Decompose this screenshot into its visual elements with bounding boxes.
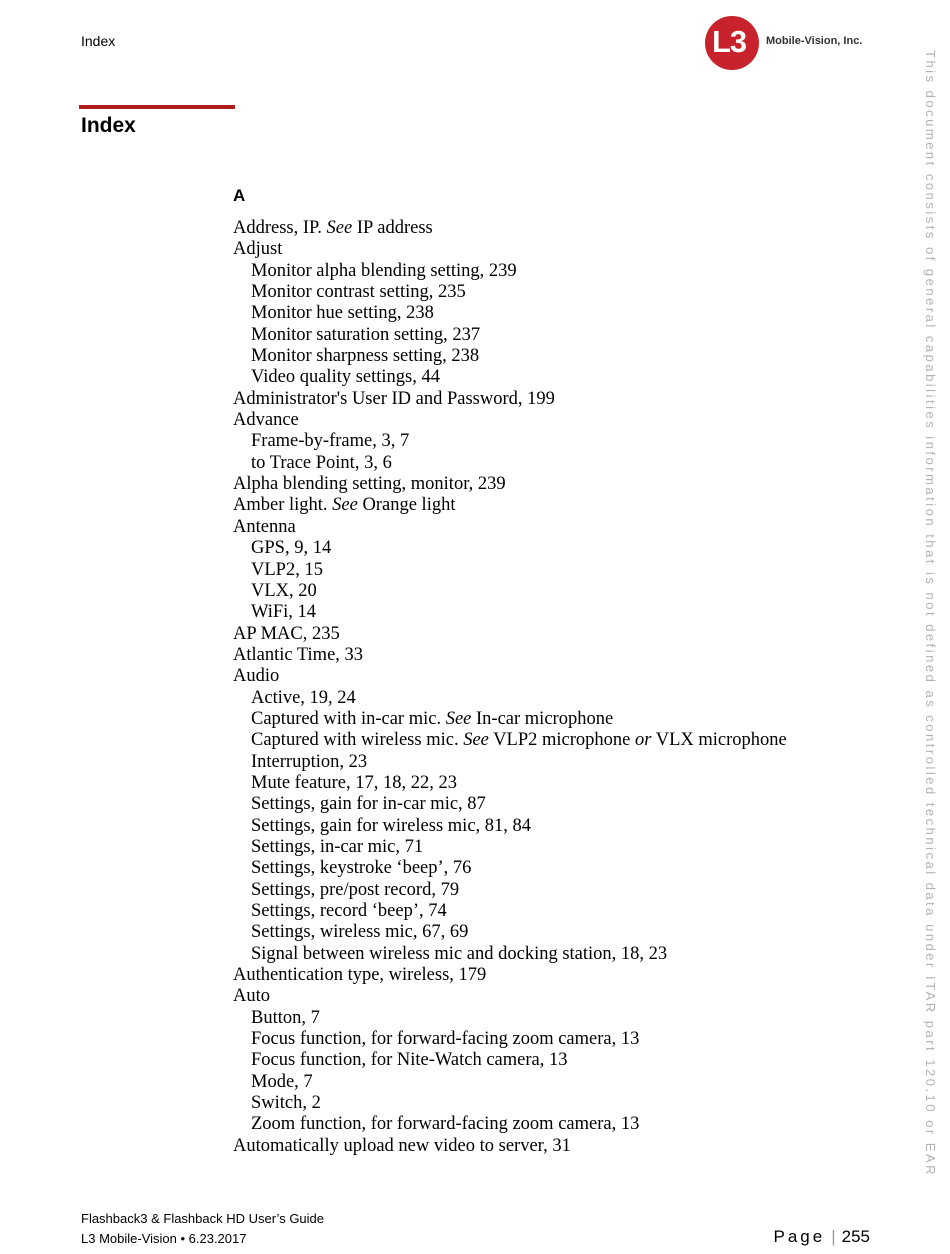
index-entry-crossref: See	[463, 730, 489, 751]
index-entry-text: Monitor saturation setting, 237	[251, 324, 481, 345]
header-section-label: Index	[81, 33, 116, 49]
index-entry-text: Administrator's User ID and Password, 199	[233, 388, 555, 409]
index-entry-text: Monitor hue setting, 238	[251, 303, 434, 324]
index-subentry	[233, 1072, 873, 1093]
index-entry-text: Switch, 2	[251, 1093, 321, 1114]
index-entry	[233, 239, 873, 260]
index-entries	[233, 218, 873, 1157]
index-subentry	[233, 1029, 873, 1050]
index-entry-text: Zoom function, for forward-facing zoom camera, 13	[251, 1114, 640, 1135]
index-entry-text: Address, IP.	[233, 218, 327, 238]
index-subentry	[233, 944, 873, 965]
index-entry-text: Automatically upload new video to server, 31	[233, 1135, 571, 1156]
index-entry-text: Settings, keystroke ‘beep’, 76	[251, 858, 472, 879]
index-entry-text: Monitor contrast setting, 235	[251, 282, 466, 303]
itar-watermark: This document consists of general capabilities information that is not defined as controlled technical data under ITAR part 120.10 or EAR	[923, 50, 938, 1178]
index-subentry	[233, 602, 873, 623]
index-subentry	[233, 282, 873, 303]
index-subentry	[233, 346, 873, 367]
index-entry	[233, 474, 873, 495]
index-subentry	[233, 730, 873, 751]
index-entry	[233, 495, 873, 516]
logo-text: Mobile-Vision, Inc.	[766, 35, 863, 47]
page-label: Page	[773, 1227, 826, 1246]
index-subentry	[233, 1008, 873, 1029]
index-entry-text: IP address	[352, 218, 433, 238]
index-entry-text: Frame-by-frame, 3, 7	[251, 431, 410, 452]
index-entry-text: Mute feature, 17, 18, 22, 23	[251, 772, 458, 793]
index-subentry	[233, 858, 873, 879]
index-entry-text: Interruption, 23	[251, 751, 368, 772]
page-separator: |	[831, 1227, 836, 1246]
company-logo	[705, 16, 885, 70]
index-entry-text: Settings, in-car mic, 71	[251, 836, 424, 857]
index-entry-text: VLX microphone	[651, 730, 787, 751]
index-subentry	[233, 880, 873, 901]
index-entry-text: GPS, 9, 14	[251, 538, 332, 559]
footer-company-date: L3 Mobile-Vision • 6.23.2017	[81, 1231, 247, 1246]
index-entry-text: Antenna	[233, 516, 296, 537]
index-entry	[233, 965, 873, 986]
index-entry	[233, 517, 873, 538]
page-title: Index	[81, 114, 136, 137]
index-subentry	[233, 709, 873, 730]
index-entry-text: Signal between wireless mic and docking station, 18, 23	[251, 943, 668, 964]
index-subentry	[233, 453, 873, 474]
index-entry-text: Atlantic Time, 33	[233, 644, 364, 665]
index-entry-text: Captured with wireless mic.	[251, 730, 464, 751]
index-subentry	[233, 816, 873, 837]
index-subentry	[233, 1093, 873, 1114]
index-entry-text: Video quality settings, 44	[251, 367, 441, 388]
index-entry-text: Alpha blending setting, monitor, 239	[233, 474, 506, 495]
index-subentry	[233, 367, 873, 388]
index-entry-text: WiFi, 14	[251, 602, 317, 623]
index-subentry	[233, 261, 873, 282]
index-entry-text: Amber light.	[233, 495, 333, 516]
index-subentry	[233, 794, 873, 815]
index-subentry	[233, 581, 873, 602]
index-entry-text: Audio	[233, 666, 280, 687]
index-entry-text: Auto	[233, 986, 270, 1007]
index-subentry	[233, 752, 873, 773]
index-entry-text: Focus function, for forward-facing zoom camera, 13	[251, 1029, 640, 1050]
index-entry-text: Captured with in-car mic.	[251, 708, 446, 729]
logo-mark: L3	[712, 24, 747, 59]
index-entry-text: Active, 19, 24	[251, 687, 356, 708]
index-entry-crossref: or	[635, 730, 652, 751]
index-entry-text: to Trace Point, 3, 6	[251, 452, 392, 473]
index-entry-text: Settings, gain for in-car mic, 87	[251, 794, 486, 815]
footer-doc-title: Flashback3 & Flashback HD User’s Guide	[81, 1211, 325, 1226]
index-entry-text: AP MAC, 235	[233, 623, 340, 644]
index-subentry	[233, 303, 873, 324]
index-entry-text: Settings, wireless mic, 67, 69	[251, 922, 469, 943]
index-subentry	[233, 1050, 873, 1071]
page-number-block	[774, 1227, 871, 1247]
index-entry-text: Focus function, for Nite-Watch camera, 13	[251, 1050, 568, 1071]
index-subentry	[233, 538, 873, 559]
index-entry	[233, 986, 873, 1007]
index-entry-text: VLX, 20	[251, 580, 317, 601]
index-entry-text: In-car microphone	[471, 708, 614, 729]
index-subentry	[233, 560, 873, 581]
index-subentry	[233, 922, 873, 943]
index-entry-crossref: See	[332, 495, 358, 516]
title-accent-bar	[79, 105, 235, 109]
index-entry	[233, 410, 873, 431]
index-subentry	[233, 1114, 873, 1135]
index-subentry	[233, 837, 873, 858]
index-entry	[233, 645, 873, 666]
index-entry-crossref: See	[445, 708, 472, 729]
index-entry-text: Settings, record ‘beep’, 74	[251, 901, 447, 921]
index-subentry	[233, 773, 873, 794]
index-entry-text: Monitor sharpness setting, 238	[251, 346, 480, 367]
index-entry-text: Orange light	[357, 495, 456, 516]
index-subentry	[233, 431, 873, 452]
index-entry-text: Settings, pre/post record, 79	[251, 879, 460, 900]
index-entry-text: Advance	[233, 410, 299, 431]
index-entry-text: Settings, gain for wireless mic, 81, 84	[251, 815, 532, 836]
index-entry-text: Monitor alpha blending setting, 239	[251, 260, 517, 281]
section-letter: A	[233, 186, 246, 205]
index-entry	[233, 666, 873, 687]
index-entry	[233, 1136, 873, 1157]
index-entry-text: Button, 7	[251, 1007, 320, 1028]
index-subentry	[233, 325, 873, 346]
index-entry	[233, 218, 873, 239]
index-entry	[233, 389, 873, 410]
index-entry	[233, 624, 873, 645]
index-entry-text: Authentication type, wireless, 179	[233, 965, 487, 986]
page-number: 255	[841, 1227, 870, 1246]
index-entry-text: VLP2 microphone	[488, 730, 635, 751]
index-entry-text: Adjust	[233, 239, 283, 260]
index-entry-text: VLP2, 15	[251, 559, 323, 580]
index-subentry	[233, 688, 873, 709]
index-subentry	[233, 901, 873, 922]
index-entry-crossref: See	[326, 218, 353, 238]
index-entry-text: Mode, 7	[251, 1071, 313, 1092]
